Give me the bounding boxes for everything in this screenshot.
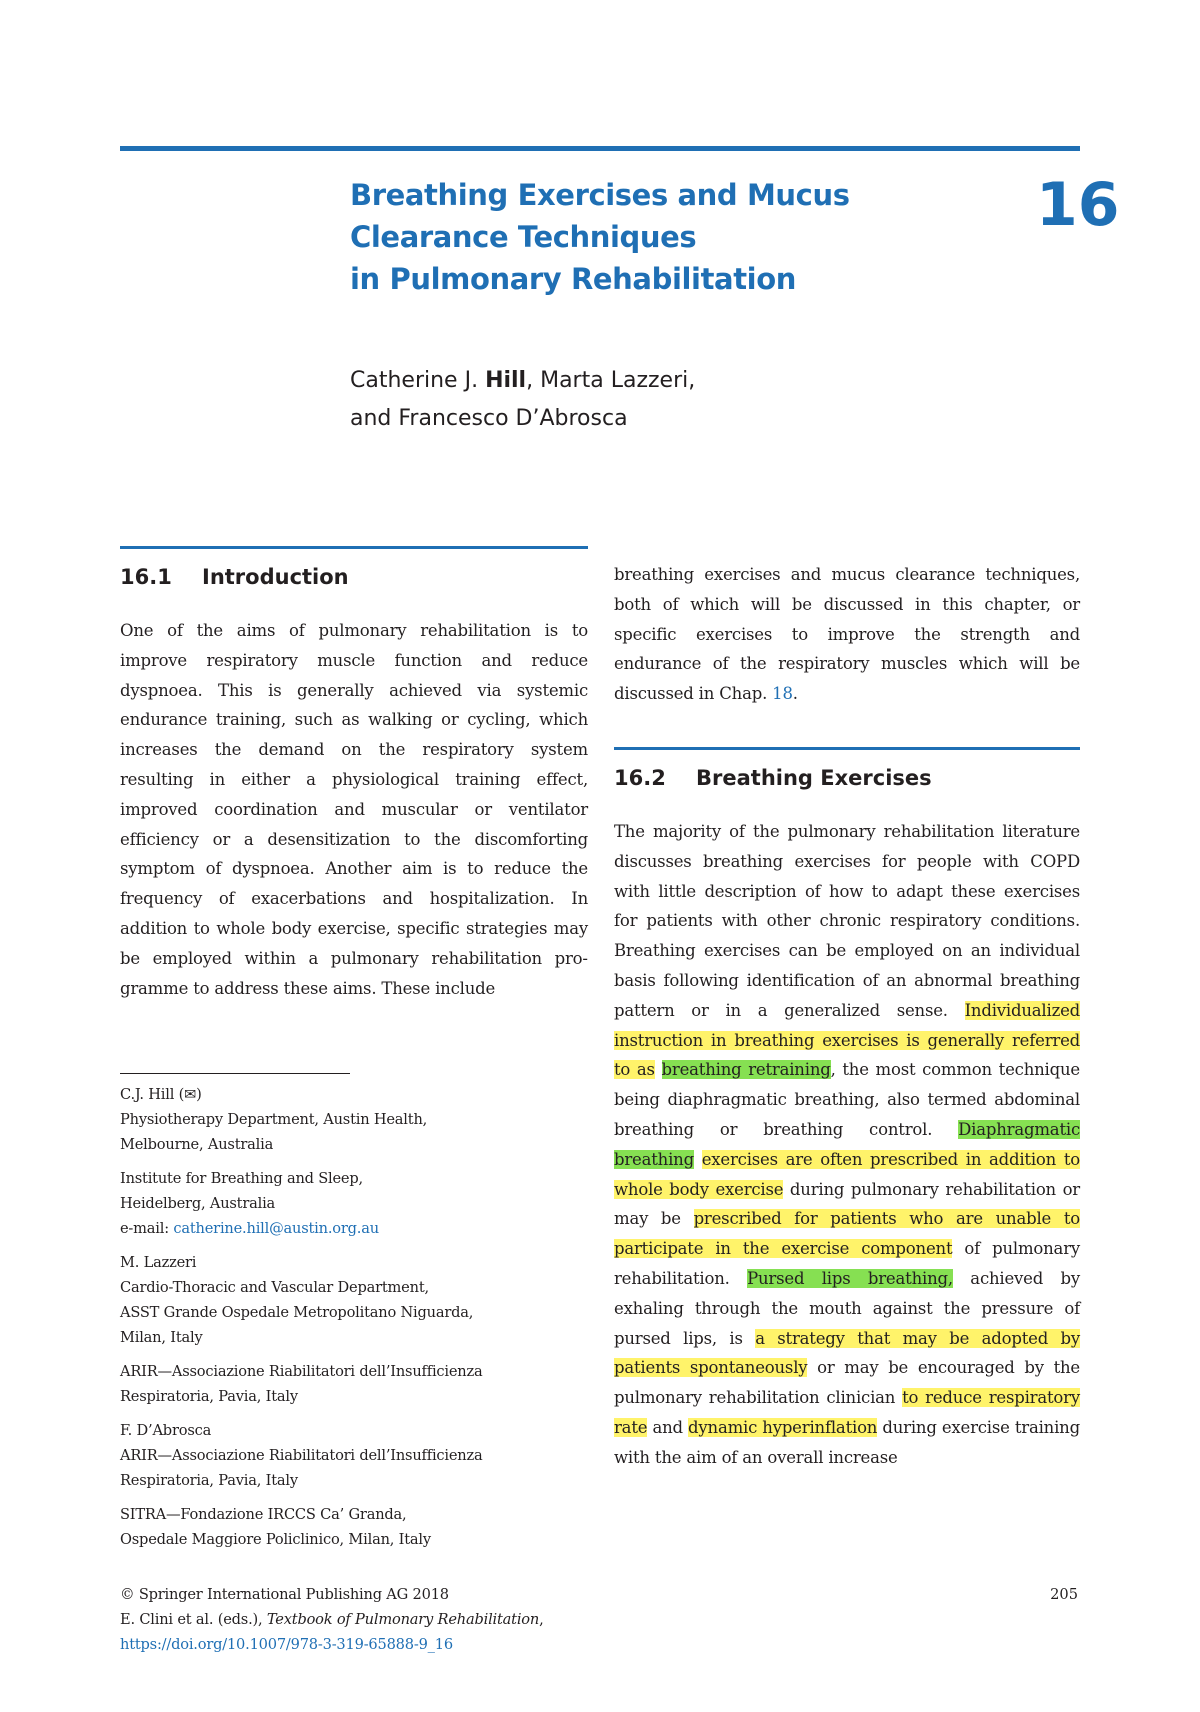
right-column xyxy=(614,560,1080,1473)
paragraph-text: or may be encouraged by the pulmonary rehabilitation clinician xyxy=(614,1358,1080,1408)
breathing-exercises-paragraph xyxy=(614,817,1080,1473)
copyright-line: © Springer International Publishing AG 2018 xyxy=(120,1586,449,1603)
highlight-yellow: dynamic hyperinflation xyxy=(688,1417,878,1437)
highlight-green: breathing retraining xyxy=(661,1060,831,1080)
email-link[interactable]: catherine.hill@austin.org.au xyxy=(173,1220,379,1237)
continuation-text: breathing exercises and mucus clearance techniques, both of which will be discussed in this chapter, or specific exercises to improve the strength and endurance of the respiratory muscles which will be discussed in Chap. xyxy=(614,565,1080,704)
left-column xyxy=(120,546,588,1003)
chapter-title-line: Breathing Exercises and Mucus xyxy=(350,178,850,212)
chapter-title xyxy=(350,174,970,300)
affiliation-line: ARIR—Associazione Riabilitatori dell’Insufficienza xyxy=(120,1363,483,1380)
section-title: Introduction xyxy=(202,565,349,589)
section-heading-breathing-exercises xyxy=(614,763,1080,803)
email-label: e-mail: xyxy=(120,1220,174,1237)
chapter-top-rule xyxy=(120,146,1080,151)
paragraph-text xyxy=(694,1150,702,1169)
continuation-end: . xyxy=(792,684,798,704)
section-rule xyxy=(614,747,1080,750)
paragraph-text: and xyxy=(647,1417,689,1437)
affiliation-line: ASST Grande Ospedale Metropolitano Niguarda, xyxy=(120,1304,474,1321)
introduction-paragraph: One of the aims of pulmonary rehabilitation is to improve respiratory muscle function and reduce dyspnoea. This is generally achieved via systemic endurance training, such as walking or cycling, which increases the demand on the respiratory system resulting in either a physiological training effect, improved coordination and muscular or ventilator efficiency or a desensitization to the discomforting symptom of dyspnoea. Another aim is to reduce the frequency of exacerbations and hospitalization. In addition to whole body exercise, specific strategies may be employed within a pulmonary rehabilitation programme to address these aims. These include xyxy=(120,621,588,998)
introduction-paragraph-container xyxy=(120,616,588,1003)
affiliation-dabrosca xyxy=(120,1418,600,1493)
section-heading-introduction xyxy=(120,562,588,602)
breathing-exercises-paragraph-container xyxy=(614,817,1080,1473)
highlight-yellow: to reduce respiratory rate xyxy=(614,1388,1080,1437)
chapter-title-line: Clearance Techniques xyxy=(350,220,697,254)
introduction-continuation-paragraph xyxy=(614,560,1080,709)
author-text: Catherine J. xyxy=(350,368,486,393)
affiliation-name: M. Lazzeri xyxy=(120,1254,197,1271)
affiliation-hill-2 xyxy=(120,1166,600,1241)
citation-line xyxy=(120,1607,820,1632)
affiliation-email-line xyxy=(120,1216,600,1241)
affiliation-sitra xyxy=(120,1502,600,1552)
affiliation-line: Ospedale Maggiore Policlinico, Milan, Italy xyxy=(120,1531,431,1548)
affiliation-line: Physiotherapy Department, Austin Health, xyxy=(120,1111,428,1128)
affiliation-hill xyxy=(120,1082,600,1157)
highlight-yellow: Individualized instruction in breathing exercises is generally referred to as xyxy=(614,1000,1080,1080)
corresponding-author-surname: Hill xyxy=(485,368,527,393)
paragraph-text: during exercise training with the aim of an overall increase xyxy=(614,1417,1080,1467)
affiliation-line: Melbourne, Australia xyxy=(120,1136,274,1153)
chapter-title-line: in Pulmonary Rehabilitation xyxy=(350,262,796,296)
page-number: 205 xyxy=(1050,1586,1078,1603)
authors-line-2: and Francesco D’Abrosca xyxy=(350,406,628,431)
paragraph-text: of pulmonary rehabilitation. xyxy=(614,1239,1081,1288)
affiliation-line: Institute for Breathing and Sleep, xyxy=(120,1170,363,1187)
book-title: Textbook of Pulmonary Rehabilitation xyxy=(266,1611,540,1628)
editors-suffix: , xyxy=(539,1611,544,1628)
paragraph-text: , the most common technique being diaphragmatic breathing, also termed abdominal breathing or breathing control. xyxy=(614,1060,1080,1139)
highlight-yellow: prescribed for patients who are unable to participate in the exercise component xyxy=(614,1209,1080,1259)
section-number: 16.2 xyxy=(614,765,666,790)
doi-link[interactable]: https://doi.org/10.1007/978-3-319-65888-9_16 xyxy=(120,1636,453,1653)
highlight-yellow: exercises are often prescribed in addition to whole body exercise xyxy=(614,1149,1080,1199)
affiliation-line: ARIR—Associazione Riabilitatori dell’Insufficienza xyxy=(120,1447,483,1464)
paragraph-text: achieved by exhaling through the mouth against the pressure of pursed lips, is xyxy=(614,1268,1080,1348)
introduction-continuation xyxy=(614,560,1080,709)
affiliation-line: Cardio-Thoracic and Vascular Department, xyxy=(120,1279,429,1296)
affiliation-line: Heidelberg, Australia xyxy=(120,1195,276,1212)
author-affiliations xyxy=(120,1082,600,1561)
paragraph-text: during pulmonary rehabilitation or may be xyxy=(614,1179,1080,1229)
paragraph-text xyxy=(655,1060,662,1079)
highlight-green: Diaphragmatic breathing xyxy=(614,1119,1080,1169)
affiliation-line: Milan, Italy xyxy=(120,1329,203,1346)
paragraph-text: The majority of the pulmonary rehabilitation literature discusses breathing exercises for people with COPD with little description of how to adapt these exercises for patients with other chronic respiratory conditions. Breathing exercises can be employed on an individual basis following identification of an abnormal breathing pattern or in a generalized sense. xyxy=(614,821,1080,1020)
affiliation-line: Respiratoria, Pavia, Italy xyxy=(120,1388,298,1405)
affiliation-name: C.J. Hill (✉) xyxy=(120,1086,202,1103)
highlight-yellow: a strategy that may be adopted by patients spontaneously xyxy=(614,1328,1080,1378)
chapter-authors xyxy=(350,362,695,438)
affiliation-line: SITRA—Fondazione IRCCS Ca’ Granda, xyxy=(120,1506,407,1523)
affiliation-line: Respiratoria, Pavia, Italy xyxy=(120,1472,298,1489)
section-rule xyxy=(120,546,588,549)
editors-text: E. Clini et al. (eds.), xyxy=(120,1611,267,1628)
author-text: , Marta Lazzeri, xyxy=(526,368,696,393)
highlight-green: Pursed lips breathing, xyxy=(747,1268,953,1288)
authors-line-1 xyxy=(350,362,695,400)
affiliation-name: F. D’Abrosca xyxy=(120,1422,212,1439)
page-footer xyxy=(120,1582,820,1657)
affiliation-arir xyxy=(120,1359,600,1409)
affiliation-lazzeri xyxy=(120,1250,600,1350)
chapter-number: 16 xyxy=(1036,170,1120,240)
section-number: 16.1 xyxy=(120,565,172,589)
section-title: Breathing Exercises xyxy=(696,765,932,790)
chapter-18-link[interactable]: 18 xyxy=(772,684,793,704)
footnote-rule xyxy=(120,1073,350,1074)
